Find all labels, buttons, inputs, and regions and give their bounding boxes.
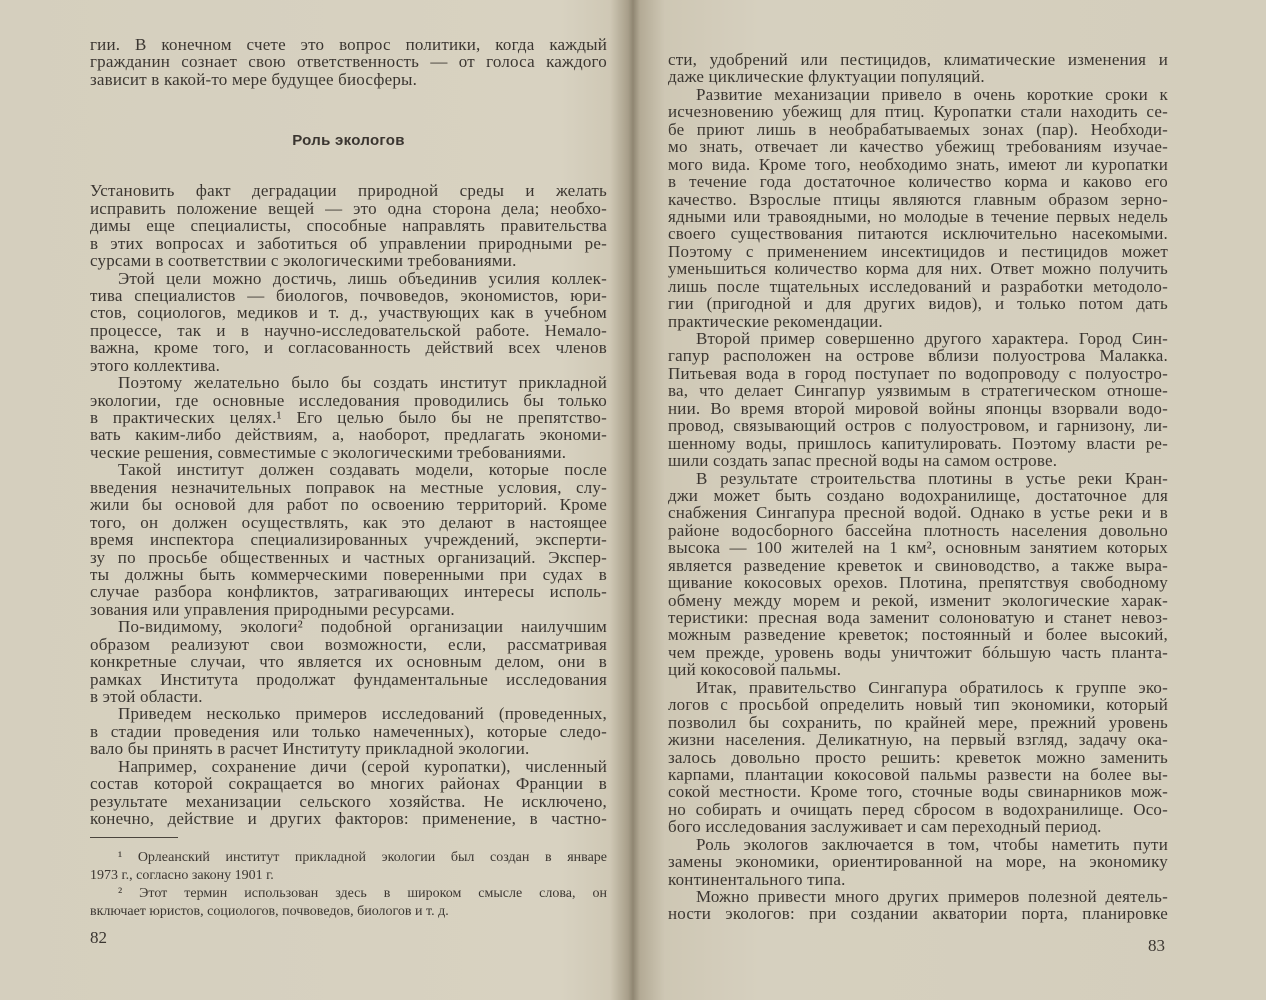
text-line: вать каким-либо действиям, а, наоборот, предлагать экономи- [90,425,607,445]
text-line: шенному воды, пришлось капитулировать. Поэтому власти ре- [668,433,1168,453]
text-line: в этой области. [90,687,203,706]
text-line: уменьшиться количество корма для них. Ответ можно получить [668,259,1168,279]
text-line: сурсами в соответствии с экологическими требованиями. [90,251,517,271]
text-line: Роль экологов заключается в том, чтобы наметить пути [696,834,1168,854]
text-line: введения незначительных поправок на местные условия, слу- [90,477,607,497]
text-line: теристики: пресная вода заменит солоноватую и станет невоз- [668,608,1168,627]
text-line: состав которой сокращается во многих районах Франции в [90,774,607,794]
text-line: ты должны быть коммерческими поверенными при судах в [90,564,607,584]
text-line: замены экономики, ориентированной на море, на экономику [668,852,1168,872]
text-line: Такой институт должен создавать модели, которые после [118,460,607,480]
text-line: в практических целях.¹ Его целью было бы не препятство- [90,408,607,427]
text-line: в этих вопросах и заботиться об управлении природными ре- [90,233,607,253]
footnote-divider [90,837,178,838]
text-line: континентального типа. [668,869,846,889]
paragraph [90,885,607,921]
text-line: зования или управления природными ресурсами. [90,599,455,619]
text-line: стов, социологов, медиков и т. д., участвующих как в учебном [90,303,607,323]
paragraph [90,461,607,618]
text-line: жизни населения. Деликатную, на первый взгляд, задачу ока- [668,730,1168,750]
paragraph [90,270,607,375]
page-number-right: 83 [1148,936,1165,955]
paragraph [90,849,607,885]
text-line: результате механизации сельского хозяйства. Не исключено, [90,791,607,811]
paragraph [668,470,1168,679]
text-line: ² Этот термин использован здесь в широком смысле слова, он [118,886,607,901]
paragraph [90,618,607,705]
text-line: гии (пригодной и для других видов), и только потом дать [668,294,1168,314]
text-line: сокой местности. Кроме того, сточные воды свинарников мож- [668,782,1168,802]
text-line: 1973 г., согласно закону 1901 г. [90,868,274,883]
text-line: обмену между морем и рекой, изменит экологические харак- [668,590,1168,610]
paragraph [90,705,607,757]
text-line: шили создать запас пресной воды на самом острове. [668,451,1058,471]
right-page-body [668,51,1168,923]
text-line: качество. Взрослые птицы являются главным образом зерно- [668,189,1168,209]
text-line: Поэтому желательно было бы создать институт прикладной [118,373,607,393]
continuation-text [90,36,607,88]
text-line: высока — 100 жителей на 1 км², основным занятием которых [668,538,1168,558]
text-line: зависит в какой-то мере будущее биосферы. [90,69,418,89]
paragraph [668,888,1168,923]
text-line: районе водосборного бассейна плотность населения довольно [668,520,1168,540]
text-line: джи может быть создано водохранилище, достаточное для [668,485,1168,505]
text-line: Поэтому с применением инсектицидов и пестицидов может [668,241,1168,261]
text-line: в течение года достаточное количество корма и каково его [668,172,1168,192]
text-line: Этой цели можно достичь, лишь объединив усилия коллек- [118,268,607,288]
paragraph [668,86,1168,330]
paragraph [90,758,607,828]
text-line: жили бы основой для работ по освоению территорий. Кроме [90,495,607,515]
text-line: Например, сохранение дичи (серой куропатки), численный [118,756,607,776]
text-line: лишь после тщательных исследований и разработки методоло- [668,276,1168,296]
text-line: включает юристов, социологов, почвоведов, биологов и т. д. [90,904,449,919]
text-line: можным разведение креветок; постоянный и более высокий, [668,625,1168,645]
text-line: Питьевая вода в город поступает по водопроводу с полуостро- [668,363,1168,383]
text-line: щивание кокосовых орехов. Плотина, препятствуя свободному [668,573,1168,593]
paragraph [668,679,1168,836]
text-line: позволил бы сохранить, по крайней мере, прежний уровень [668,712,1168,732]
text-line: ций кокосовой пальмы. [668,660,842,680]
text-line: Приведем несколько примеров исследований (проведенных, [118,704,607,724]
text-line: Установить факт деградации природной среды и желать [90,181,607,201]
text-line: ности экологов: при создании акватории порта, планировке [668,904,1168,924]
text-line: тива специалистов — биологов, почвоведов, экономистов, юри- [90,285,607,305]
text-line: зу по просьбе общественных и частных организаций. Экспер- [90,547,607,567]
text-line: В результате строительства плотины в устье реки Кран- [696,468,1168,488]
text-line: мого вида. Кроме того, необходимо знать, имеют ли куропатки [668,154,1168,174]
text-line: этого коллектива. [90,355,221,375]
text-line: конечно, действие и других факторов: применение, в частно- [90,809,607,829]
text-line: ядными или травоядными, но молодые в течение первых недель [668,206,1168,226]
text-line: провод, связывающий остров с полуостровом, и гарнизону, ли- [668,416,1168,436]
text-line: бого исследования заслуживает и сам переходный период. [668,817,1102,837]
page-number-left: 82 [90,928,107,947]
text-line: мо знать, отвечает ли качество убежищ требованиям изучае- [668,137,1168,157]
text-line: гапур расположен на острове вблизи полуострова Малакка. [668,346,1168,366]
text-line: снабжения Сингапура пресной водой. Однако в устье реки и в [668,503,1168,523]
text-line: рамках Института продолжат фундаментальные исследования [90,669,607,689]
text-line: является разведение креветок и свиноводство, а также выра- [668,555,1168,575]
text-line: важна, кроме того, и согласованность действий всех членов [90,338,607,358]
text-line: бе приют лишь в необрабатываемых зонах (пар). Необходи- [668,119,1168,139]
text-line: карпами, плантации кокосовой пальмы развести на более вы- [668,764,1168,784]
text-line: образом реализуют свои возможности, если, рассматривая [90,634,607,654]
text-line: Второй пример совершенно другого характера. Город Син- [696,329,1168,348]
text-line: гии. В конечном счете это вопрос политики, когда каждый [90,35,607,54]
text-line: сти, удобрений или пестицидов, климатические изменения и [668,50,1168,69]
text-line: процессе, так и в научно-исследовательской работе. Немало- [90,320,607,340]
paragraph [90,36,607,88]
text-line: ¹ Орлеанский институт прикладной экологии был создан в январе [118,850,607,865]
text-line: в стадии проведения или только намеченных), которые следо- [90,721,607,741]
section-heading: Роль экологов [292,132,405,150]
footnotes [90,849,607,921]
text-line: время инспектора специализированных учреждений, эксперти- [90,530,607,550]
left-page-body [90,182,607,827]
left-page [90,36,607,828]
text-line: По-видимому, экологи² подобной организации наилучшим [118,617,607,637]
text-line: ческие решения, совместимые с экологическими требованиями. [90,442,567,462]
text-line: исчезновению убежищ для птиц. Куропатки стали находить се- [668,102,1168,122]
paragraph [668,51,1168,86]
text-line: исправить положение вещей — это одна сторона дела; необхо- [90,198,607,218]
text-line: Итак, правительство Сингапура обратилось к группе эко- [696,677,1168,697]
text-line: Развитие механизации привело в очень короткие сроки к [696,84,1168,104]
text-line: нии. Во время второй мировой войны японцы взорвали водо- [668,398,1168,418]
paragraph [90,374,607,461]
text-line: того, он должен осуществлять, как это делают в настоящее [90,512,607,532]
text-line: гражданин сознает свою ответственность — от голоса каждого [90,52,607,72]
paragraph [668,330,1168,470]
paragraph [90,182,607,269]
text-line: практические рекомендации. [668,311,883,331]
text-line: логов с просьбой определить новый тип экономики, который [668,695,1168,715]
text-line: экологии, где основные исследования проводились бы только [90,390,607,410]
text-line: ва, что делает Сингапур уязвимым в стратегическом отноше- [668,381,1168,401]
paragraph [668,836,1168,888]
text-line: даже циклические флуктуации популяций. [668,67,985,87]
text-line: вало бы принять в расчет Институту прикладной экологии. [90,739,530,759]
right-page [668,51,1168,923]
text-line: случае разбора конфликтов, затрагивающих интересы исполь- [90,582,607,602]
text-line: чем прежде, уровень воды уничтожит бóльшую часть планта- [668,642,1168,662]
text-line: конкретные случаи, что является их основным делом, они в [90,652,607,672]
text-line: димы еще специалисты, способные направлять правительства [90,216,607,236]
text-line: Можно привести много других примеров полезной деятель- [696,887,1168,906]
text-line: но собирать и очищать перед сбросом в водохранилище. Осо- [668,799,1168,819]
text-line: своего существования питаются исключительно насекомыми. [668,224,1168,244]
text-line: залось довольно просто решить: креветок можно заменить [668,747,1168,767]
